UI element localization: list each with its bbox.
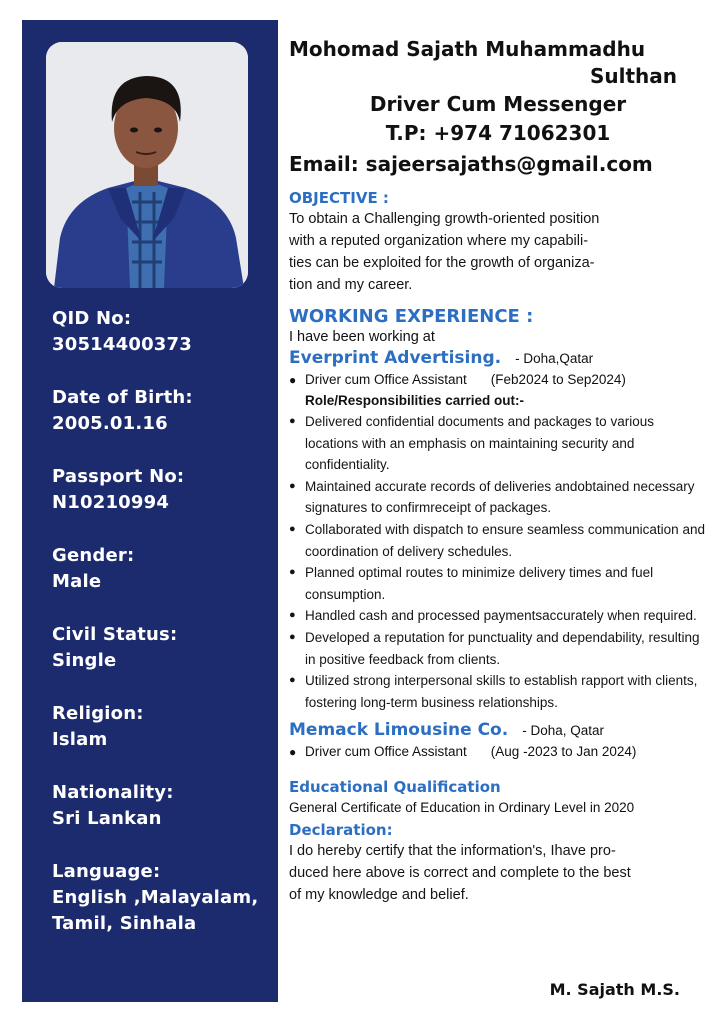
- objective-line: tion and my career.: [289, 277, 413, 293]
- objective-heading: OBJECTIVE :: [289, 189, 389, 207]
- experience-heading: WORKING EXPERIENCE :: [289, 306, 534, 327]
- info-value: Sri Lankan: [52, 808, 162, 829]
- list-item: ● Utilized strong interpersonal skills to establish rapport with clients, fostering long-term business relationships.: [289, 670, 707, 713]
- info-dob: [52, 385, 272, 437]
- list-item: ● Developed a reputation for punctuality and dependability, resulting in positive feedback from clients.: [289, 627, 707, 670]
- phone-number: T.P: +974 71062301: [385, 121, 611, 145]
- company-location: - Doha, Qatar: [522, 723, 604, 739]
- info-label: Language:: [52, 861, 161, 882]
- list-item: ● Planned optimal routes to minimize delivery times and fuel consumption.: [289, 562, 707, 605]
- bullet-icon: ●: [289, 373, 297, 387]
- info-nationality: [52, 780, 272, 832]
- profile-photo: [46, 42, 248, 288]
- role-dates: (Feb2024 to Sep2024): [490, 372, 626, 387]
- objective-text: [289, 208, 707, 296]
- objective-line: with a reputed organization where my capabili-: [289, 233, 589, 249]
- info-label: Date of Birth:: [52, 387, 193, 408]
- info-value: Islam: [52, 729, 108, 750]
- duties-list: [289, 411, 707, 713]
- info-passport: [52, 464, 272, 516]
- role-row: [289, 369, 707, 391]
- job-title: Driver Cum Messenger: [369, 92, 627, 116]
- header: [289, 36, 707, 180]
- declaration-line: I do hereby certify that the information's, Ihave pro-: [289, 843, 616, 860]
- personal-info: [52, 306, 272, 964]
- info-value: English ,Malayalam,: [52, 887, 259, 908]
- info-civil-status: [52, 622, 272, 674]
- candidate-name: Mohomad Sajath Muhammadhu: [289, 37, 646, 61]
- role-title: Driver cum Office Assistant: [305, 372, 467, 387]
- info-value: Tamil, Sinhala: [52, 913, 197, 934]
- info-value: Male: [52, 571, 102, 592]
- info-label: Gender:: [52, 545, 135, 566]
- list-item: ● Maintained accurate records of deliveries andobtained necessary signatures to confirmreceipt of packages.: [289, 476, 707, 519]
- info-religion: [52, 701, 272, 753]
- email-address: Email: sajeersajaths@gmail.com: [289, 152, 653, 176]
- company-name: Everprint Advertising.: [289, 348, 502, 368]
- declaration-line: duced here above is correct and complete to the best: [289, 865, 631, 882]
- list-item: ● Handled cash and processed paymentsaccurately when required.: [289, 605, 707, 627]
- company-location: - Doha,Qatar: [515, 351, 594, 366]
- objective-line: ties can be exploited for the growth of organiza-: [289, 255, 595, 271]
- info-gender: [52, 543, 272, 595]
- info-value: 30514400373: [52, 334, 192, 355]
- info-label: Passport No:: [52, 466, 185, 487]
- company-name: Memack Limousine Co.: [289, 720, 509, 741]
- education-text: General Certificate of Education in Ordinary Level in 2020: [289, 800, 635, 816]
- info-language: [52, 859, 272, 937]
- signature: M. Sajath M.S.: [549, 980, 680, 999]
- company-row: [289, 347, 707, 369]
- info-label: Civil Status:: [52, 624, 178, 645]
- declaration-heading: Declaration:: [289, 821, 393, 840]
- info-label: Nationality:: [52, 782, 174, 803]
- bullet-icon: ●: [289, 745, 297, 760]
- responsibilities-heading: Role/Responsibilities carried out:-: [305, 393, 525, 408]
- info-label: QID No:: [52, 308, 132, 329]
- info-value: N10210994: [52, 492, 170, 513]
- sidebar: [22, 20, 278, 1002]
- list-item: ● Delivered confidential documents and packages to various locations with an emphasis on maintaining security and confidentiality.: [289, 411, 707, 476]
- info-qid: [52, 306, 272, 358]
- info-value: Single: [52, 650, 117, 671]
- objective-line: To obtain a Challenging growth-oriented position: [289, 211, 600, 227]
- company-row: [289, 719, 707, 741]
- main-content: [289, 36, 707, 906]
- info-value: 2005.01.16: [52, 413, 168, 434]
- role-title: Driver cum Office Assistant: [305, 744, 467, 760]
- role-dates: (Aug -2023 to Jan 2024): [490, 744, 637, 760]
- role-row: [289, 741, 707, 763]
- info-label: Religion:: [52, 703, 144, 724]
- candidate-name-cont: Sulthan: [589, 64, 677, 88]
- list-item: ● Collaborated with dispatch to ensure seamless communication and coordination of delivery schedules.: [289, 519, 707, 562]
- education-heading: Educational Qualification: [289, 778, 501, 797]
- experience-intro: I have been working at: [289, 329, 435, 345]
- declaration-text: [289, 840, 707, 906]
- declaration-line: of my knowledge and belief.: [289, 887, 469, 904]
